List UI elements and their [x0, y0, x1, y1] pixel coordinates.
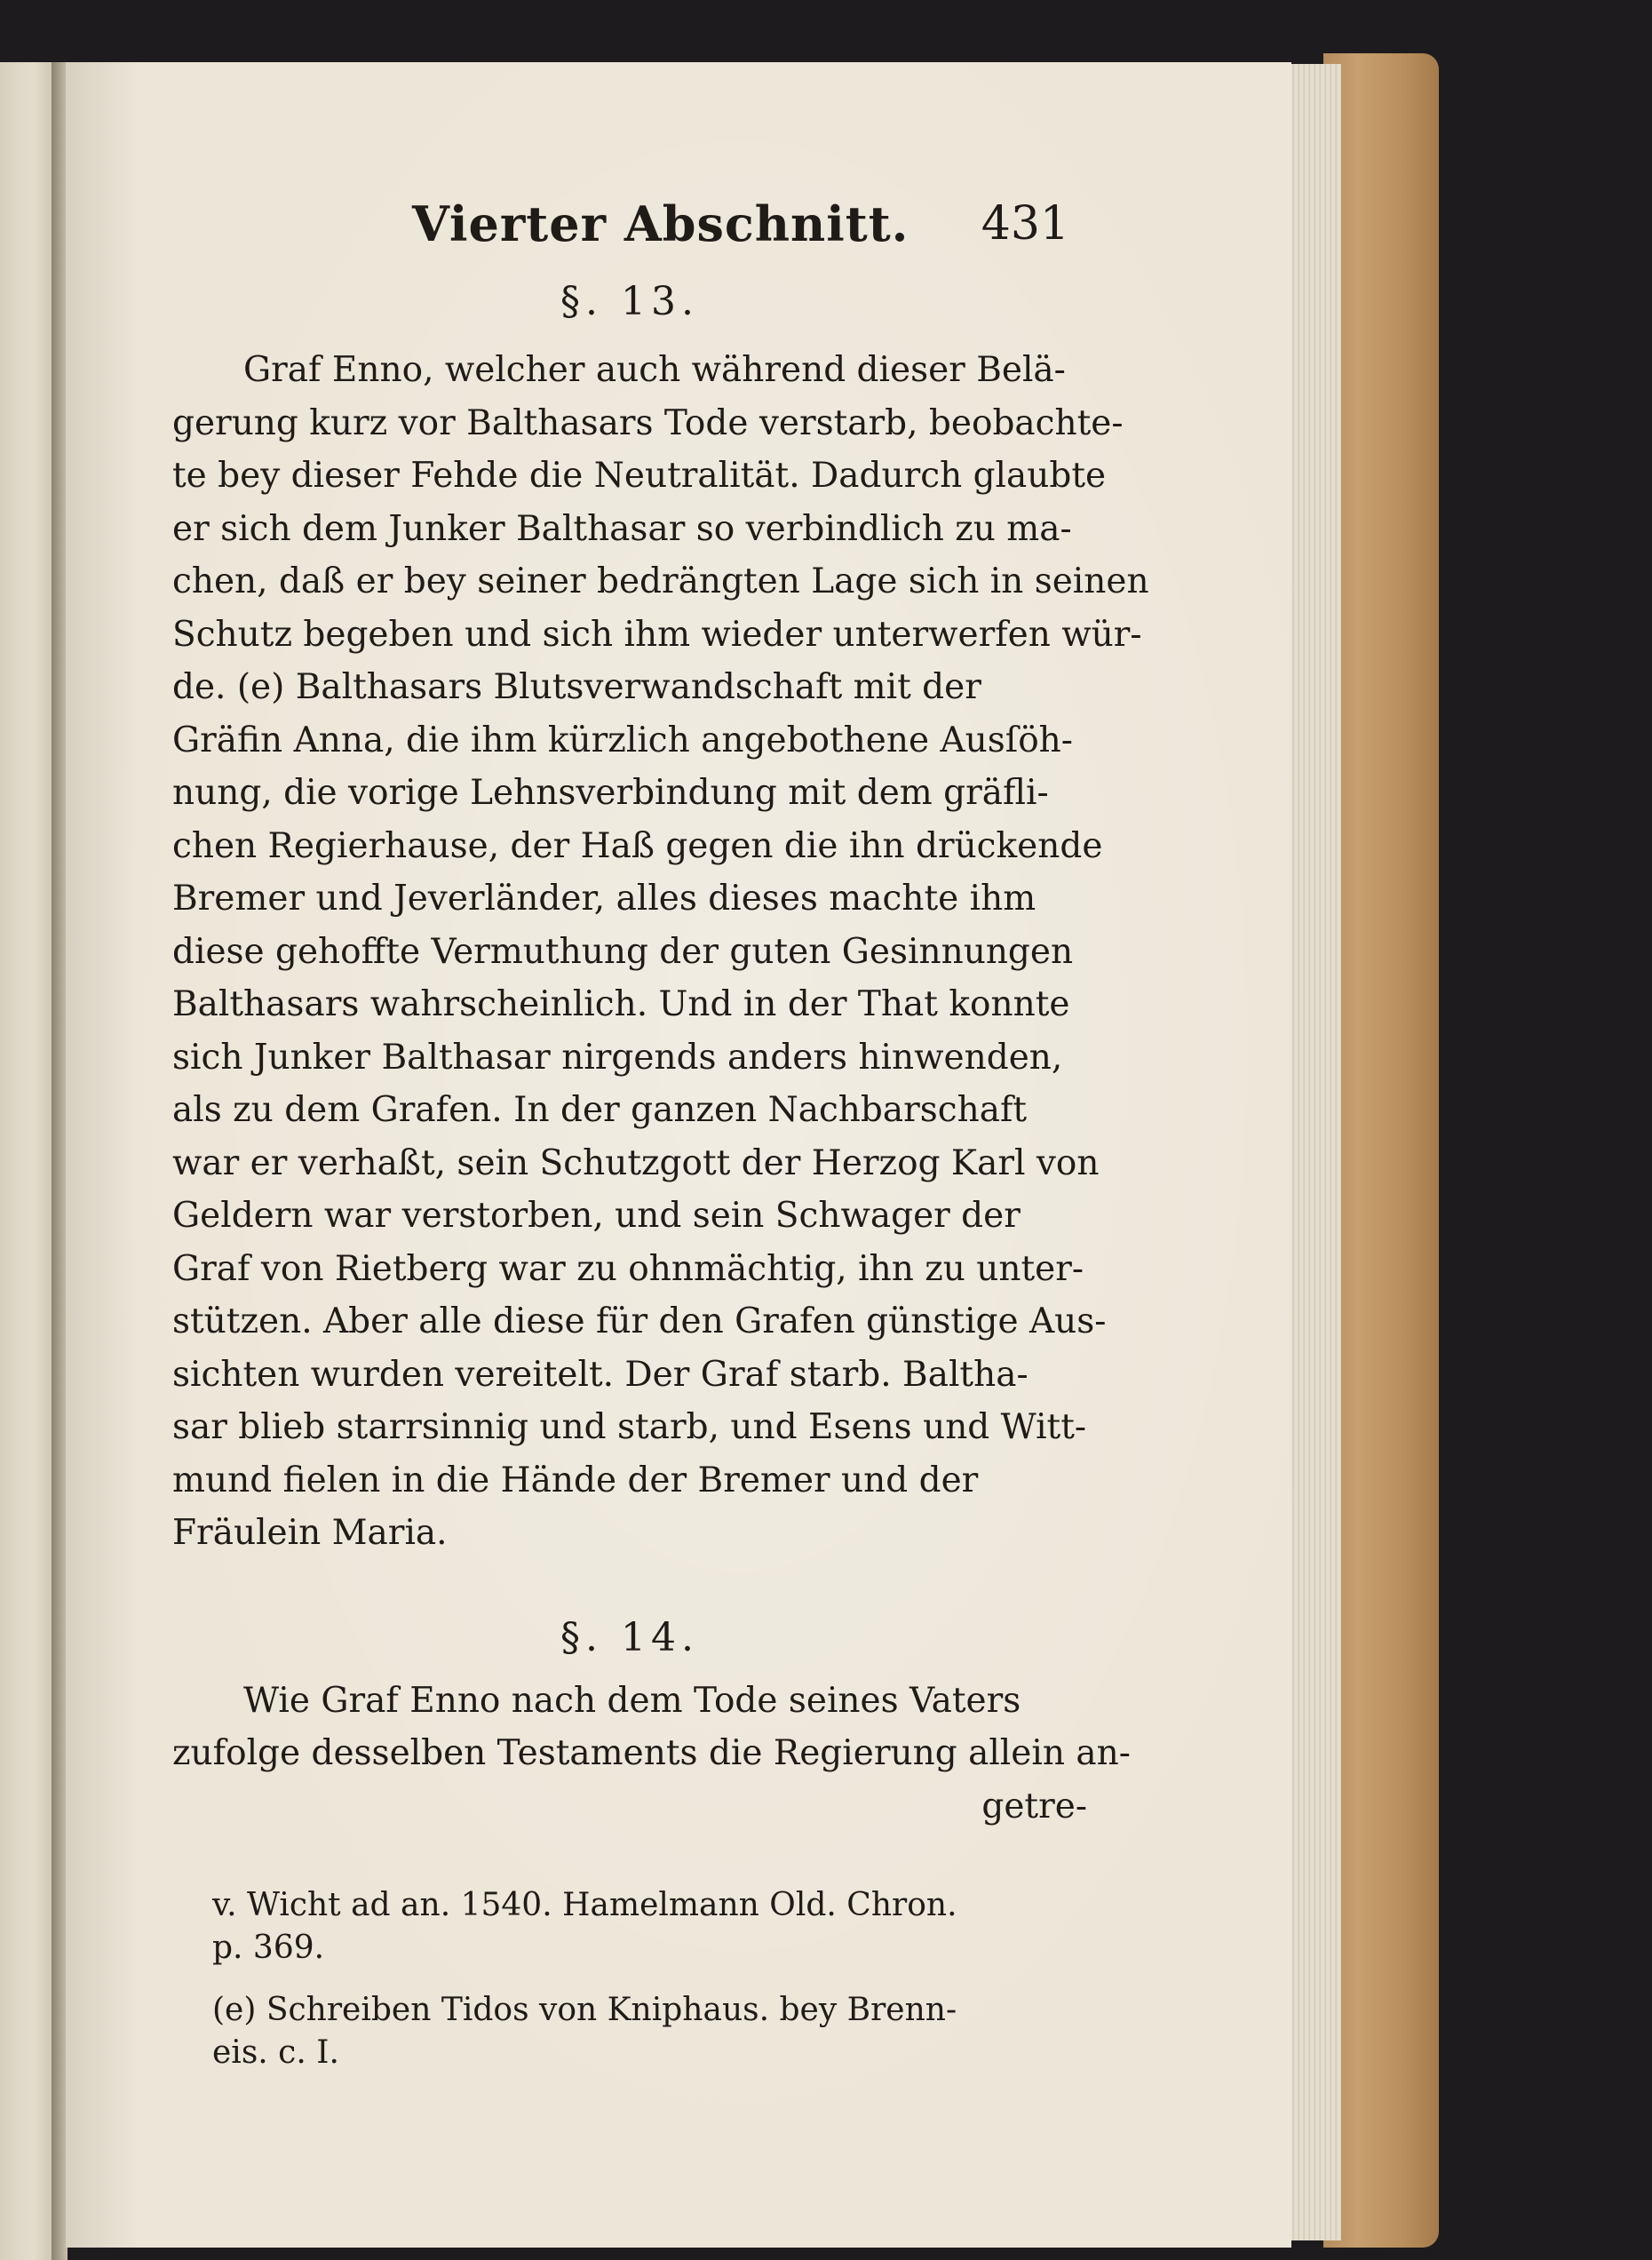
text-line: sich Junker Balthasar nirgends anders hinwenden,: [172, 1037, 1063, 1078]
text-line: Schutz begeben und sich ihm wieder unterwerfen wür-: [172, 614, 1142, 655]
section-13-paragraph: [172, 344, 1149, 1560]
footnotes: [172, 1884, 1087, 2074]
text-line: nung, die vorige Lehnsverbindung mit dem gräfli-: [172, 773, 1049, 813]
footnote-line: p. 369.: [212, 1930, 325, 1966]
footnote-line: (e) Schreiben Tidos von Kniphaus. bey Brenn-: [212, 1992, 957, 2028]
text-line: Gräfin Anna, die ihm kürzlich angebothene Ausſöh-: [172, 720, 1073, 760]
text-line: mund fielen in die Hände der Bremer und der: [172, 1460, 979, 1500]
text-line: te bey dieser Fehde die Neutralität. Dadurch glaubte: [172, 456, 1107, 496]
text-line: Balthasars wahrscheinlich. Und in der That konnte: [172, 984, 1070, 1024]
footnote-line: v. Wicht ad an. 1540. Hamelmann Old. Chron.: [212, 1887, 957, 1923]
text-line: Bremer und Jeverländer, alles dieses machte ihm: [172, 879, 1036, 919]
text-line: sar blieb starrsinnig und starb, und Esens und Witt-: [172, 1407, 1087, 1447]
text-line: stützen. Aber alle diese für den Grafen günstige Aus-: [172, 1301, 1107, 1341]
section-14-paragraph: [172, 1675, 1131, 1780]
footnote-line: eis. c. I.: [212, 2034, 339, 2071]
text-line: Fräulein Maria.: [172, 1513, 448, 1553]
text-line: gerung kurz vor Balthasars Tode verstarb, beobachte-: [172, 402, 1124, 443]
running-head: [172, 195, 1087, 275]
text-line: chen Regierhause, der Haß gegen die ihn drückende: [172, 825, 1103, 866]
text-line: war er verhaßt, sein Schutzgott der Herzog Karl von: [172, 1142, 1100, 1183]
page-number: 431: [981, 197, 1069, 251]
text-line: er sich dem Junker Balthasar so verbindlich zu ma-: [172, 508, 1072, 549]
text-line: Graf Enno, welcher auch während dieser Belä-: [243, 350, 1066, 390]
catchword: getre-: [981, 1786, 1087, 1826]
footnote: [212, 1989, 1087, 2074]
text-line: Wie Graf Enno nach dem Tode seines Vaters: [243, 1680, 1021, 1721]
footnote: [212, 1884, 1087, 1970]
text-line: als zu dem Grafen. In der ganzen Nachbarschaft: [172, 1090, 1028, 1130]
text-line: Geldern war verstorben, und sein Schwager der: [172, 1196, 1021, 1236]
text-line: diese gehoffte Vermuthung der guten Gesinnungen: [172, 931, 1074, 972]
text-line: zufolge desselben Testaments die Regierung allein an-: [172, 1733, 1131, 1773]
text-line: de. (e) Balthasars Blutsverwandschaft mit der: [172, 667, 981, 707]
book-page: [66, 62, 1291, 2248]
page-content: [172, 195, 1149, 2094]
section-heading-14: §. 14.: [560, 1614, 699, 1660]
text-line: chen, daß er bey seiner bedrängten Lage sich in seinen: [172, 561, 1149, 601]
text-line: sichten wurden vereitelt. Der Graf starb. Baltha-: [172, 1354, 1029, 1395]
facing-page-edge: [0, 62, 57, 2260]
running-title: Vierter Abschnitt.: [412, 195, 909, 252]
text-line: Graf von Rietberg war zu ohnmächtig, ihn zu unter-: [172, 1248, 1084, 1289]
section-heading-13: §. 13.: [560, 279, 699, 324]
